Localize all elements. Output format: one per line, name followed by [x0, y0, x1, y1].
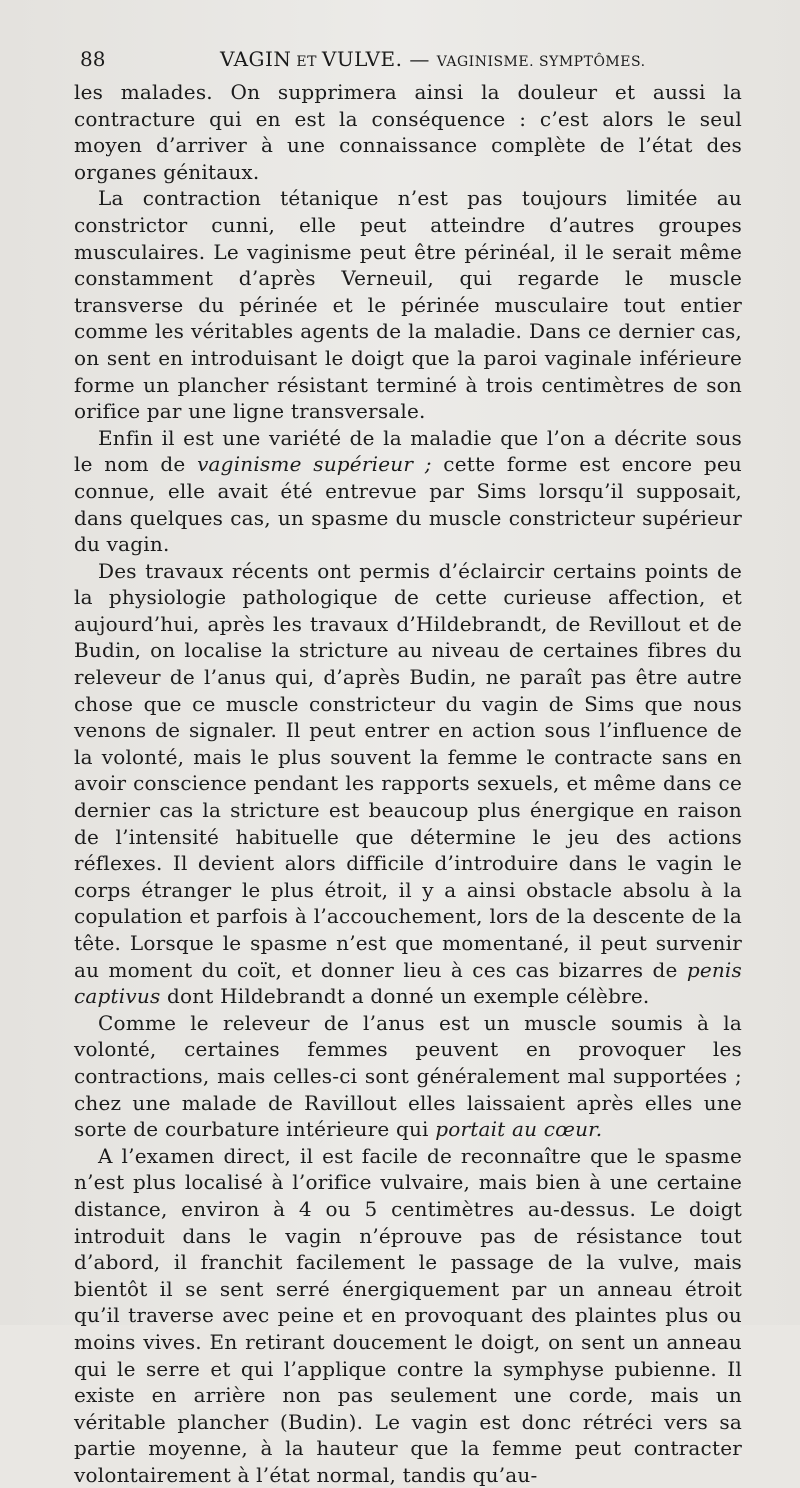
paragraph: [74, 79, 742, 185]
title-section: VAGINISME. SYMPTÔMES.: [436, 54, 646, 70]
text-run: A l’examen direct, il est facile de reconnaître que le spasme n’est plus localisé à l’orifice vulvaire, mais bien à une certaine distance, environ à 4 ou 5 centimètres au-dessus. Le doigt introduit dans le vagin n’éprouve pas de résistance tout d’abord, il franchit facilement le passage de la vulve, mais bientôt il se sent serré énergiquement par un anneau étroit qu’il traverse avec peine et en provoquant des plaintes plus ou moins vives. En retirant doucement le doigt, on sent un anneau qui le serre et qui l’applique contre la symphyse pubienne. Il existe en arrière non pas seulement une corde, mais un véritable plancher (Budin). Le vagin est donc rétréci vers sa partie moyenne, à la hauteur que la femme peut contracter volontairement à l’état normal, tandis qu’au-: [74, 1143, 742, 1487]
running-title: [220, 44, 646, 77]
text-run: cette forme est encore peu connue, elle avait été entrevue par Sims lorsqu’il supposait, dans quelques cas, un spasme du muscle constricteur supérieur du vagin.: [74, 452, 742, 557]
title-vulve: VULVE.: [321, 47, 403, 71]
title-et: ET: [291, 54, 322, 70]
text-run: dont Hildebrandt a donné un exemple célèbre.: [160, 984, 650, 1009]
text-run: les malades. On supprimera ainsi la douleur et aussi la contracture qui en est la conséquence : c’est alors le seul moyen d’arriver à une connaissance complète de l’état des organes génitaux.: [74, 80, 742, 184]
running-header: [80, 44, 740, 74]
italic-run: penis captivus: [74, 957, 742, 1009]
page-number: 88: [80, 47, 106, 71]
text-run: Enfin il est une variété de la maladie que l’on a décrite sous le nom de: [74, 425, 742, 477]
paragraph: [74, 1143, 742, 1488]
paragraph: [74, 185, 742, 424]
paragraph: [74, 425, 742, 558]
paragraph: [74, 558, 742, 1010]
text-run: Des travaux récents ont permis d’éclaircir certains points de la physiologie pathologique de cette curieuse affection, et aujourd’hui, après les travaux d’Hildebrandt, de Revillout et de Budin, on localise la stricture au niveau de certaines fibres du releveur de l’anus qui, d’après Budin, ne paraît pas être autre chose que ce muscle constricteur du vagin de Sims que nous venons de signaler. Il peut entrer en action sous l’influence de la volonté, mais le plus souvent la femme le contracte sans en avoir conscience pendant les rapports sexuels, et même dans ce dernier cas la stricture est beaucoup plus énergique en raison de l’intensité habituelle que détermine le jeu des actions réflexes. Il devient alors difficile d’introduire dans le vagin le corps étranger le plus étroit, il y a ainsi obstacle absolu à la copulation et parfois à l’accouchement, lors de la descente de la tête. Lorsque le spasme n’est que momentané, il peut survenir au moment du coït, et donner lieu à ces cas bizarres de: [74, 558, 742, 982]
paragraph: [74, 1010, 742, 1143]
body-text: [74, 79, 742, 1488]
italic-run: portait au cœur.: [435, 1117, 603, 1142]
title-vagin: VAGIN: [220, 47, 292, 71]
text-run: Comme le releveur de l’anus est un muscle soumis à la volonté, certaines femmes peuvent en provoquer les contractions, mais celles-ci sont généralement mal supportées ; chez une malade de Ravillout elles laissaient après elles une sorte de courbature intérieure qui: [74, 1010, 742, 1142]
title-dash: —: [402, 47, 437, 71]
text-run: La contraction tétanique n’est pas toujours limitée au constrictor cunni, elle peut atteindre d’autres groupes musculaires. Le vaginisme peut être périnéal, il le serait même constamment d’après Verneuil, qui regarde le muscle transverse du périnée et le périnée musculaire tout entier comme les véritables agents de la maladie. Dans ce dernier cas, on sent en introduisant le doigt que la paroi vaginale inférieure forme un plancher résistant terminé à trois centimètres de son orifice par une ligne transversale.: [74, 186, 742, 424]
italic-run: vaginisme supérieur ;: [197, 452, 432, 477]
